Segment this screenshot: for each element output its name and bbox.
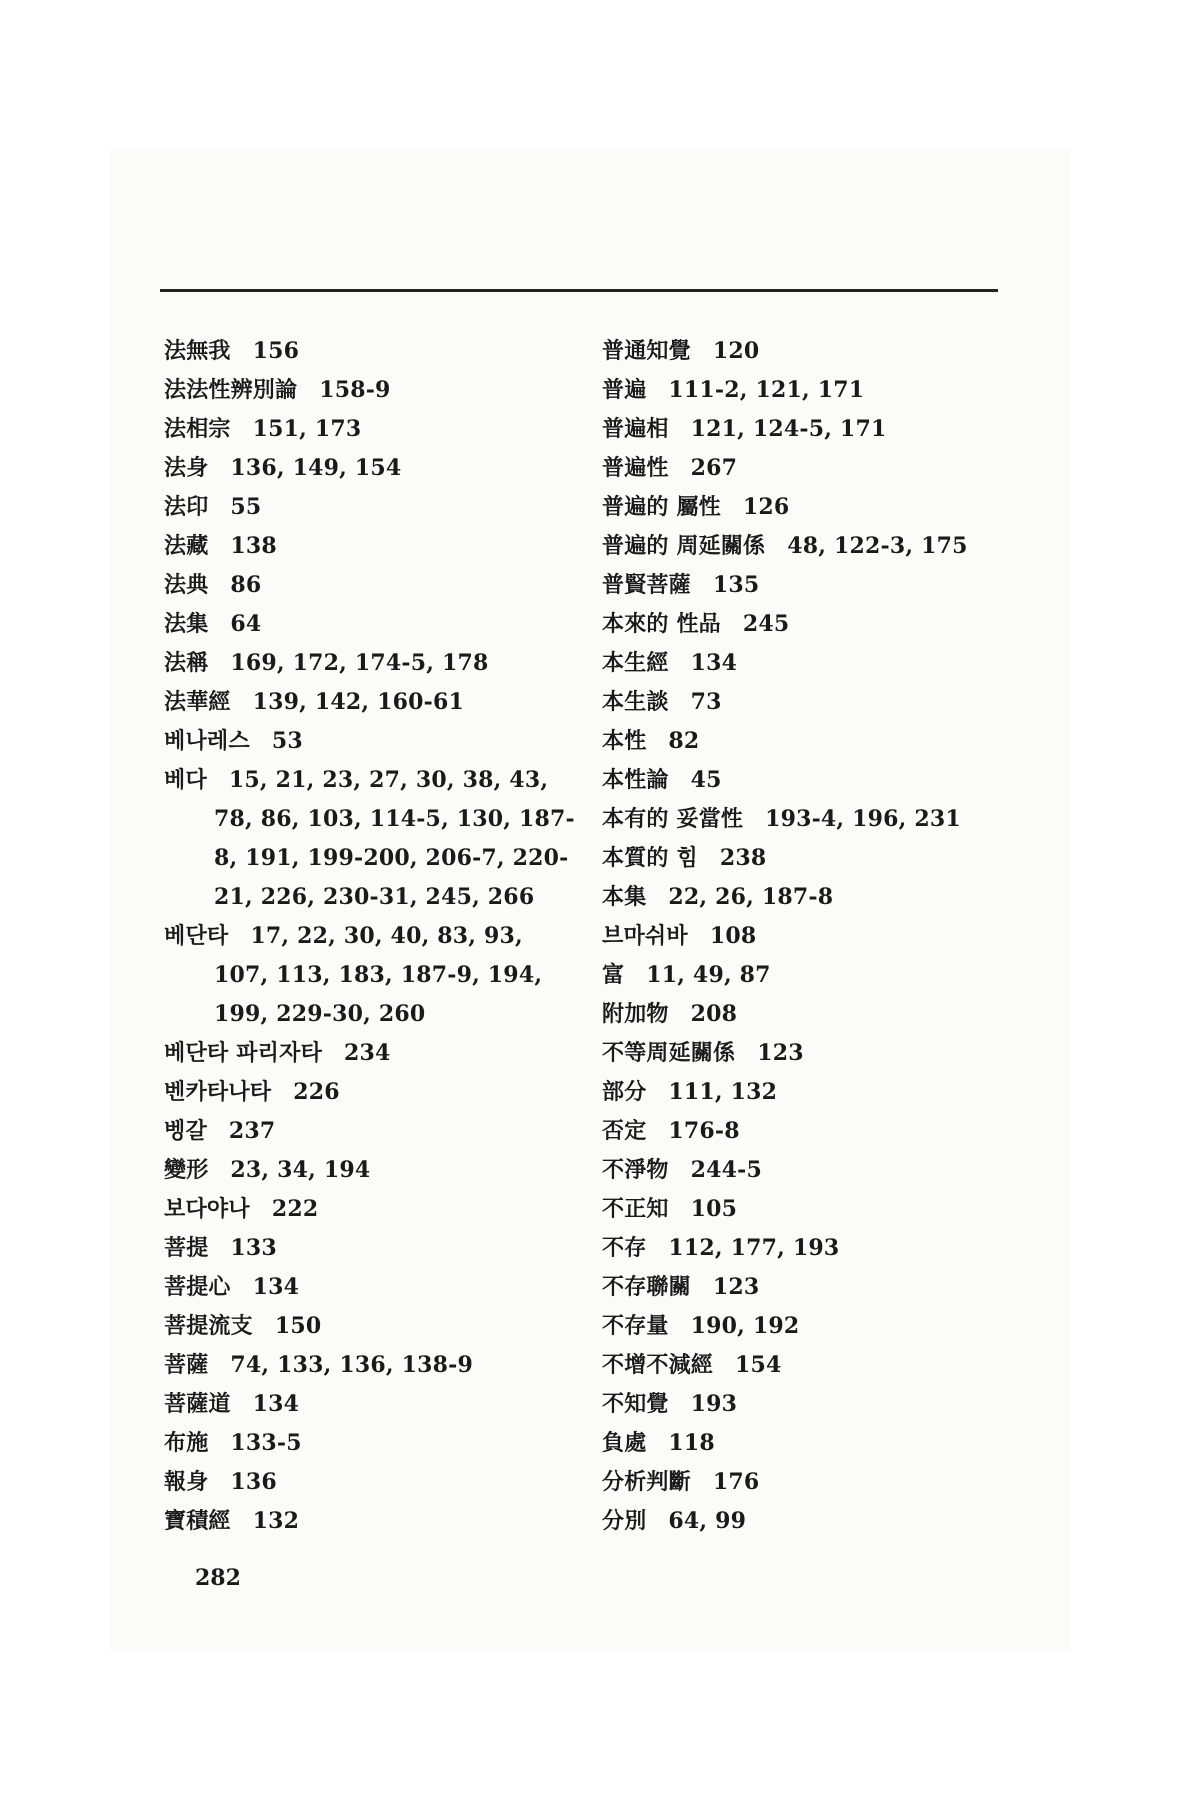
index-pages: 108 bbox=[709, 923, 757, 949]
index-pages: 169, 172, 174-5, 178 bbox=[230, 650, 489, 676]
index-pages: 151, 173 bbox=[252, 416, 362, 442]
index-entry bbox=[602, 722, 1022, 761]
index-entry bbox=[602, 800, 1022, 839]
index-term: 不知覺 bbox=[602, 1391, 669, 1417]
index-term: 不存 bbox=[602, 1235, 647, 1261]
index-entry bbox=[164, 410, 584, 449]
index-entry bbox=[602, 1151, 1022, 1190]
index-entry bbox=[164, 1502, 584, 1541]
index-pages: 154 bbox=[735, 1352, 782, 1378]
index-pages: 133-5 bbox=[230, 1430, 302, 1456]
index-term: 베단타 bbox=[164, 923, 229, 949]
index-pages: 193 bbox=[690, 1391, 738, 1417]
index-pages: 267 bbox=[690, 455, 738, 481]
index-term: 不等周延關係 bbox=[602, 1040, 736, 1066]
index-entry bbox=[164, 566, 584, 605]
index-entry bbox=[602, 332, 1022, 371]
index-term: 베단타 파리자타 bbox=[164, 1040, 323, 1066]
index-term: 報身 bbox=[164, 1469, 209, 1495]
index-pages: 11, 49, 87 bbox=[646, 962, 771, 988]
page-number: 282 bbox=[195, 1565, 241, 1591]
index-entry bbox=[164, 1073, 584, 1112]
index-pages: 64 bbox=[230, 611, 262, 637]
index-term: 變形 bbox=[164, 1157, 209, 1183]
index-pages: 134 bbox=[690, 650, 738, 676]
index-term: 寶積經 bbox=[164, 1508, 231, 1534]
index-pages: 123 bbox=[757, 1040, 804, 1066]
index-pages: 150 bbox=[274, 1313, 322, 1339]
index-entry bbox=[164, 488, 584, 527]
index-entry bbox=[164, 1268, 584, 1307]
index-term: 本有的 妥當性 bbox=[602, 806, 744, 832]
index-entry bbox=[602, 1073, 1022, 1112]
index-entry bbox=[164, 1463, 584, 1502]
index-pages: 234 bbox=[344, 1040, 391, 1066]
index-entry bbox=[164, 722, 584, 761]
index-entry bbox=[164, 644, 584, 683]
index-entry bbox=[602, 449, 1022, 488]
index-pages: 112, 177, 193 bbox=[668, 1235, 840, 1261]
index-entry bbox=[164, 527, 584, 566]
index-term: 法典 bbox=[164, 572, 209, 598]
index-term: 布施 bbox=[164, 1430, 209, 1456]
index-term: 本集 bbox=[602, 884, 647, 910]
index-pages: 136, 149, 154 bbox=[230, 455, 402, 481]
index-term: 普遍的 屬性 bbox=[602, 494, 721, 520]
index-pages: 238 bbox=[719, 845, 767, 871]
index-pages: 134 bbox=[252, 1391, 300, 1417]
index-term: 벵갈 bbox=[164, 1118, 207, 1144]
index-entry bbox=[164, 683, 584, 722]
index-term: 普遍性 bbox=[602, 455, 669, 481]
index-entry bbox=[602, 1385, 1022, 1424]
index-entry bbox=[164, 1034, 584, 1073]
index-term: 不存量 bbox=[602, 1313, 669, 1339]
index-pages: 176 bbox=[712, 1469, 760, 1495]
index-pages: 136 bbox=[230, 1469, 277, 1495]
index-term: 法集 bbox=[164, 611, 209, 637]
index-pages: 53 bbox=[271, 728, 303, 754]
index-entry bbox=[164, 1112, 584, 1151]
index-term: 分別 bbox=[602, 1508, 647, 1534]
index-pages: 23, 34, 194 bbox=[230, 1157, 371, 1183]
index-term: 否定 bbox=[602, 1118, 647, 1144]
index-pages: 121, 124-5, 171 bbox=[690, 416, 887, 442]
index-pages: 22, 26, 187-8 bbox=[668, 884, 834, 910]
index-term: 法相宗 bbox=[164, 416, 231, 442]
index-entry bbox=[602, 878, 1022, 917]
index-pages: 135 bbox=[712, 572, 760, 598]
index-entry bbox=[602, 761, 1022, 800]
index-entry bbox=[602, 1190, 1022, 1229]
index-term: 菩提心 bbox=[164, 1274, 231, 1300]
index-pages: 133 bbox=[230, 1235, 277, 1261]
index-entry bbox=[602, 1307, 1022, 1346]
index-entry bbox=[602, 566, 1022, 605]
index-pages: 222 bbox=[271, 1196, 319, 1222]
index-term: 菩提 bbox=[164, 1235, 209, 1261]
index-term: 普遍 bbox=[602, 377, 647, 403]
index-pages: 126 bbox=[742, 494, 790, 520]
index-entry bbox=[602, 956, 1022, 995]
index-term: 負處 bbox=[602, 1430, 647, 1456]
index-term: 本生談 bbox=[602, 689, 669, 715]
index-term: 本質的 힘 bbox=[602, 845, 698, 871]
index-entry bbox=[602, 488, 1022, 527]
index-term: 法印 bbox=[164, 494, 209, 520]
index-entry bbox=[164, 332, 584, 371]
index-entry bbox=[602, 644, 1022, 683]
index-term: 普賢菩薩 bbox=[602, 572, 691, 598]
index-entry bbox=[602, 917, 1022, 956]
index-pages: 73 bbox=[690, 689, 722, 715]
index-entry bbox=[602, 410, 1022, 449]
index-entry bbox=[602, 371, 1022, 410]
index-pages: 245 bbox=[742, 611, 790, 637]
index-term: 法華經 bbox=[164, 689, 231, 715]
index-entry bbox=[164, 605, 584, 644]
index-term: 不增不減經 bbox=[602, 1352, 714, 1378]
index-entry bbox=[602, 527, 1022, 566]
index-entry bbox=[602, 1424, 1022, 1463]
index-term: 法無我 bbox=[164, 338, 231, 364]
index-entry bbox=[602, 1112, 1022, 1151]
header-rule bbox=[160, 289, 998, 292]
index-pages: 123 bbox=[712, 1274, 760, 1300]
index-term: 富 bbox=[602, 962, 625, 988]
index-entry bbox=[164, 1307, 584, 1346]
index-pages: 45 bbox=[690, 767, 722, 793]
index-pages: 134 bbox=[252, 1274, 300, 1300]
index-term: 普遍的 周延關係 bbox=[602, 533, 766, 559]
index-entry bbox=[164, 1229, 584, 1268]
index-entry bbox=[602, 839, 1022, 878]
index-pages: 15, 21, 23, 27, 30, 38, 43, 78, 86, 103, 114-5, 130, 187-8, 191, 199-200, 206-7, 220-21, 226, 230-31, 245, 266 bbox=[214, 767, 575, 910]
index-entry bbox=[164, 371, 584, 410]
index-term: 法身 bbox=[164, 455, 209, 481]
index-term: 베다 bbox=[164, 767, 207, 793]
index-pages: 111, 132 bbox=[668, 1079, 778, 1105]
index-term: 不正知 bbox=[602, 1196, 669, 1222]
index-term: 分析判斷 bbox=[602, 1469, 691, 1495]
index-pages: 138 bbox=[230, 533, 277, 559]
index-pages: 226 bbox=[293, 1079, 340, 1105]
index-pages: 132 bbox=[252, 1508, 300, 1534]
index-entry bbox=[602, 1346, 1022, 1385]
index-pages: 237 bbox=[228, 1118, 276, 1144]
index-pages: 120 bbox=[712, 338, 760, 364]
index-pages: 156 bbox=[252, 338, 300, 364]
index-term: 本來的 性品 bbox=[602, 611, 721, 637]
index-term: 普遍相 bbox=[602, 416, 669, 442]
index-pages: 190, 192 bbox=[690, 1313, 800, 1339]
index-entry bbox=[602, 605, 1022, 644]
index-term: 本性 bbox=[602, 728, 647, 754]
index-term: 法稱 bbox=[164, 650, 209, 676]
index-entry bbox=[602, 1502, 1022, 1541]
index-term: 不淨物 bbox=[602, 1157, 669, 1183]
index-pages: 17, 22, 30, 40, 83, 93, 107, 113, 183, 187-9, 194, 199, 229-30, 260 bbox=[214, 923, 543, 1027]
index-entry bbox=[164, 1190, 584, 1229]
index-term: 不存聯關 bbox=[602, 1274, 691, 1300]
index-pages: 139, 142, 160-61 bbox=[252, 689, 464, 715]
index-entry bbox=[602, 1034, 1022, 1073]
index-pages: 82 bbox=[668, 728, 700, 754]
index-term: 베나레스 bbox=[164, 728, 250, 754]
index-entry bbox=[164, 1151, 584, 1190]
index-term: 보다야나 bbox=[164, 1196, 250, 1222]
index-pages: 48, 122-3, 175 bbox=[787, 533, 968, 559]
index-pages: 86 bbox=[230, 572, 262, 598]
index-pages: 74, 133, 136, 138-9 bbox=[230, 1352, 473, 1378]
index-term: 法法性辨別論 bbox=[164, 377, 298, 403]
index-term: 벤카타나타 bbox=[164, 1079, 272, 1105]
index-term: 本生經 bbox=[602, 650, 669, 676]
index-term: 菩薩 bbox=[164, 1352, 209, 1378]
index-pages: 111-2, 121, 171 bbox=[668, 377, 865, 403]
index-pages: 118 bbox=[668, 1430, 715, 1456]
index-entry bbox=[602, 995, 1022, 1034]
index-entry bbox=[164, 761, 584, 917]
index-pages: 176-8 bbox=[668, 1118, 740, 1144]
index-entry bbox=[602, 1229, 1022, 1268]
index-term: 菩薩道 bbox=[164, 1391, 231, 1417]
index-term: 部分 bbox=[602, 1079, 647, 1105]
index-term: 法藏 bbox=[164, 533, 209, 559]
index-entry bbox=[602, 683, 1022, 722]
index-pages: 158-9 bbox=[319, 377, 391, 403]
index-term: 本性論 bbox=[602, 767, 669, 793]
index-term: 브마쉬바 bbox=[602, 923, 688, 949]
index-term: 菩提流支 bbox=[164, 1313, 253, 1339]
index-pages: 55 bbox=[230, 494, 262, 520]
index-entry bbox=[164, 1385, 584, 1424]
index-entry bbox=[602, 1268, 1022, 1307]
index-entry bbox=[602, 1463, 1022, 1502]
index-term: 普通知覺 bbox=[602, 338, 691, 364]
index-pages: 105 bbox=[690, 1196, 738, 1222]
index-pages: 208 bbox=[690, 1001, 738, 1027]
index-entry bbox=[164, 917, 584, 1034]
index-entry bbox=[164, 1346, 584, 1385]
index-column-left bbox=[164, 332, 584, 1541]
index-entry bbox=[164, 449, 584, 488]
index-term: 附加物 bbox=[602, 1001, 669, 1027]
index-column-right bbox=[602, 332, 1022, 1541]
index-pages: 193-4, 196, 231 bbox=[765, 806, 961, 832]
index-pages: 64, 99 bbox=[668, 1508, 747, 1534]
index-entry bbox=[164, 1424, 584, 1463]
index-pages: 244-5 bbox=[690, 1157, 762, 1183]
